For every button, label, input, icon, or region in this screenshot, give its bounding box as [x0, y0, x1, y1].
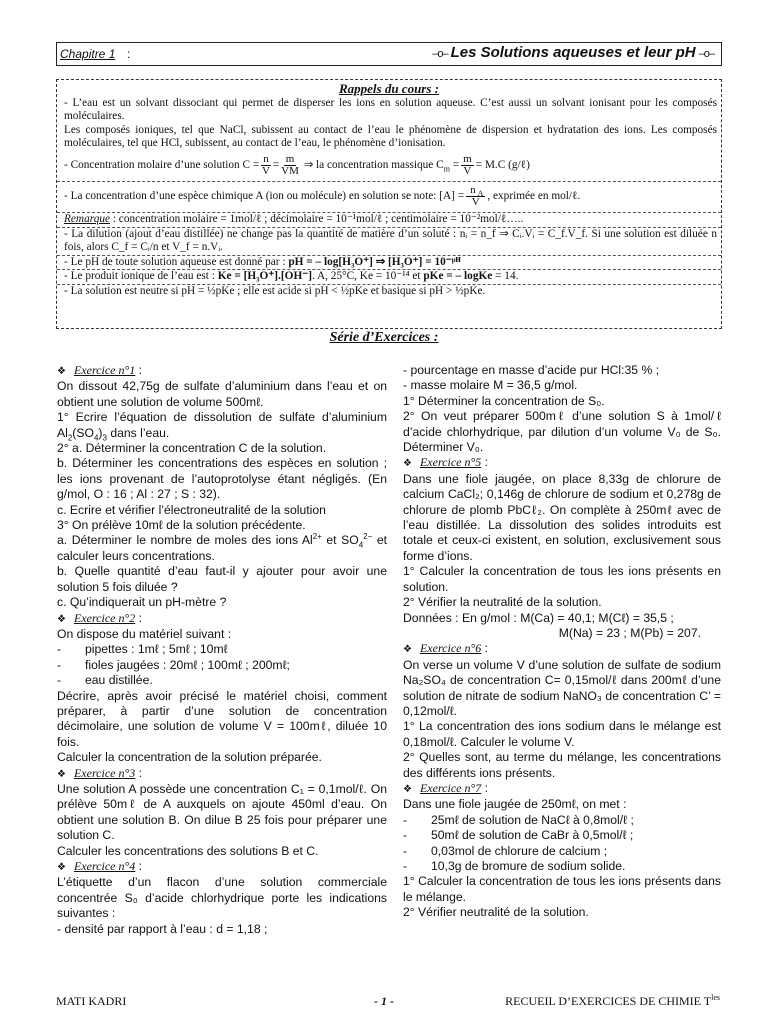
ke-value: . A, 25°C, Ke = 10⁻¹⁴ et: [311, 270, 421, 283]
dash-bullet: -: [57, 642, 62, 657]
fraction-n-v: [261, 154, 271, 177]
chapter-title: [429, 44, 717, 61]
reminder-remarque: [57, 213, 721, 228]
ex2-item: [57, 642, 387, 657]
eq-sign: =: [272, 159, 280, 172]
fraction-na-v: [466, 185, 485, 208]
exercise-title-text: Exercice n°2: [73, 610, 136, 625]
ex7-item: [403, 859, 721, 874]
conc-espece-label: - La concentration d’une espèce chimique A (ion ou molécule) en solution se note: [A] =: [64, 190, 465, 203]
chapter-header: [56, 42, 722, 66]
reminder-concentration-line: [57, 151, 721, 182]
ex4-percent: - pourcentage en masse d’acide pur HCl:35 % ;: [403, 363, 660, 377]
frac-num: m: [285, 153, 295, 166]
ex1-q3: 3° On prélève 10mℓ de la solution précédente.: [57, 518, 306, 533]
exercise-5-title: ❖ Exercice n°5 :: [403, 455, 489, 470]
so4-sub: 4: [358, 540, 364, 550]
q3a-text-3: et calculer leurs concentrations.: [57, 533, 387, 563]
ex1-statement: On dissout 42,75g de sulfate d’aluminium dans l’eau et on obtient une solution de volume 500mℓ.: [57, 379, 387, 409]
frac-num: n: [263, 153, 269, 166]
right-column: [403, 363, 721, 921]
q3a-text-1: a. Déterminer le nombre de moles des ions Al: [57, 533, 313, 548]
ex4-statement: L’étiquette d’un flacon d’une solution commerciale concentrée S₀ d’acide chlorhydrique porte les indications suivantes :: [57, 875, 387, 921]
exercise-title-text: Exercice n°7: [419, 780, 482, 795]
al-charge: 2+: [312, 532, 322, 542]
q3a-text-2: et SO: [321, 533, 359, 548]
ex7-item-text: 0,03mol de chlorure de calcium ;: [431, 843, 608, 858]
chapter-title-text: Les Solutions aqueuses et leur pH: [450, 44, 696, 61]
remarque-label: Remarque: [64, 212, 111, 225]
ke-text: - Le produit ionique de l’eau est :: [64, 270, 215, 283]
cm-tail: = M.C (g/ℓ): [475, 159, 530, 172]
course-reminder-box: [56, 79, 722, 329]
author-name: MATI KADRI: [56, 994, 127, 1008]
exercise-title-text: Exercice n°4: [73, 859, 136, 873]
ex6-q1: 1° La concentration des ions sodium dans le mélange est 0,18mol/ℓ. Calculer le volume V.: [403, 719, 721, 749]
so4-charge: 2−: [363, 532, 373, 542]
left-column: [57, 363, 387, 937]
ex2-item-text: pipettes : 1mℓ ; 5mℓ ; 10mℓ: [85, 642, 228, 657]
series-title: Série d’Exercices :: [329, 330, 439, 345]
diamond-bullet-icon: ❖: [403, 458, 412, 470]
ex4-density: - densité par rapport à l’eau : d = 1,18 ;: [57, 921, 268, 936]
exercise-2-title: ❖ Exercice n°2 :: [57, 610, 143, 625]
conc-molaire-label: - Concentration molaire d’une solution: [64, 159, 240, 172]
diamond-bullet-icon: ❖: [57, 366, 66, 377]
ex2-item-text: eau distillée.: [85, 673, 153, 688]
ex7-item: [403, 813, 721, 828]
page-footer: [56, 994, 720, 1014]
exercise-title-text: Exercice n°5: [419, 455, 482, 470]
reminder-dilution: - La dilution (ajout d’eau distillée) ne change pas la quantité de matière d’un soluté : nᵢ = n_f ⇒ Cᵢ.Vᵢ = C_f.V_f. Si une solution est diluée n fois, alors C_f = Cᵢ/n et V_f = n.Vᵢ.: [57, 228, 721, 256]
sub-4: 4: [93, 433, 99, 443]
reminder-ph: [57, 256, 721, 271]
dash-bullet: -: [403, 843, 408, 858]
ex1-q2c: c. Ecrire et vérifier l’électroneutralité de la solution: [57, 502, 326, 517]
ex6-q2: 2° Quelles sont, au terme du mélange, les concentrations des différents ions présents.: [403, 750, 721, 780]
conc-massique-label: la concentration massique: [315, 159, 434, 172]
ex4-molar-mass: - masse molaire M = 36,5 g/mol.: [403, 378, 578, 393]
dash-bullet: -: [57, 673, 62, 688]
frac-den: VM: [281, 165, 299, 178]
ex1-q3c: c. Qu’indiquerait un pH-mètre ?: [57, 595, 227, 610]
exercise-6-title: ❖ Exercice n°6 :: [403, 641, 489, 656]
ex4-q2: 2° On veut préparer 500mℓ d’une solution S à 1mol/ℓ d’acide chlorhydrique, par dilution d’un volume V₀ de S₀. Déterminer V₀.: [403, 409, 721, 455]
frac-num-letter: n: [470, 184, 476, 197]
reminder-p1: - L’eau est un solvant dissociant qui permet de disperser les ions en solution aqueuse. C’est aussi un solvant ionisant pour les composés moléculaires.: [64, 96, 717, 123]
ex1-q1-b: (SO: [72, 425, 94, 440]
ex1-q2b: b. Déterminer les concentrations des espèces en solution ; les ions provenant de l’autoprotolyse étant négligés. (En g/mol, O : 16 ; Al : 27 ; S : 32).: [57, 456, 387, 502]
ex2-item: [57, 658, 387, 673]
frac-den: V: [262, 165, 270, 178]
ex1-q1: [57, 410, 387, 441]
ex1-q2a: 2° a. Déterminer la concentration C de la solution.: [57, 441, 327, 456]
exercise-7-title: ❖ Exercice n°7 :: [403, 780, 489, 795]
reminder-heading: Rappels du cours :: [338, 81, 440, 96]
exercise-1-title: ❖ Exercice n°1 :: [57, 363, 143, 377]
ex2-intro: On dispose du matériel suivant :: [57, 626, 232, 641]
pke-value: = 14.: [495, 270, 519, 283]
ex1-q1-c: ): [98, 425, 103, 440]
chapter-label: Chapitre 1: [60, 47, 116, 61]
ornament-right: –o–: [698, 48, 714, 60]
frac-den: V: [463, 165, 472, 178]
conc-espece-tail: , exprimée en mol/ℓ.: [487, 190, 581, 203]
reminder-ke: [57, 270, 721, 285]
ex7-intro: Dans une fiole jaugée de 250mℓ, on met :: [403, 797, 627, 812]
ex2-item: [57, 673, 387, 688]
page-number: - 1 -: [374, 994, 394, 1008]
ex7-q1: 1° Calculer la concentration de tous les ions présents dans le mélange.: [403, 874, 721, 904]
frac-num-sub: A: [477, 189, 484, 199]
ornament-left: –o–: [432, 48, 448, 60]
collection-title-sup: les: [711, 993, 720, 1002]
dash-bullet: -: [403, 859, 408, 873]
ph-formula: pH = – log[H₃O⁺] ⇒ [H₃O⁺] = 10⁻ᵖᴴ: [288, 255, 461, 268]
ex1-q3a: [57, 533, 387, 564]
chapter-colon: :: [127, 47, 131, 61]
diamond-bullet-icon: ❖: [57, 862, 66, 873]
reminder-neutre: - La solution est neutre si pH = ½pKe ; elle est acide si pH < ½pKe et basique si pH > ½pKe.: [64, 284, 486, 297]
collection-title: [505, 994, 720, 1009]
exercise-title-text: Exercice n°6: [419, 641, 482, 656]
ex2-item-text: fioles jaugées : 20mℓ ; 100mℓ ; 200mℓ;: [85, 657, 290, 672]
sub-2: 2: [67, 433, 73, 443]
fraction-m-v: [461, 154, 474, 177]
ex7-item-text: 10,3g de bromure de sodium solide.: [431, 859, 626, 873]
ex1-q1-d: dans l’eau.: [106, 425, 170, 440]
diamond-bullet-icon: ❖: [57, 613, 66, 625]
exercise-3-title: ❖ Exercice n°3 :: [57, 765, 143, 780]
ex4-q1: 1° Déterminer la concentration de S₀.: [403, 393, 605, 408]
reminder-espece-line: [57, 182, 721, 213]
dash-bullet: -: [403, 828, 408, 843]
sub-3: 3: [102, 433, 107, 443]
ex7-item: [403, 828, 721, 843]
ex3-question: Calculer les concentrations des solutions B et C.: [57, 843, 319, 858]
ex6-statement: On verse un volume V d’une solution de sulfate de sodium Na₂SO₄ de concentration C= 0,15mol/ℓ dans 200mℓ d’une solution de nitrate de sodium NaNO₃ de concentration C’ = 0,12mol/ℓ.: [403, 657, 721, 718]
c-eq: C =: [242, 159, 260, 172]
pke-formula: pKe = – logKe: [423, 270, 493, 283]
eq-sign: =: [452, 159, 460, 172]
collection-title-text: RECUEIL D’EXERCICES DE CHIMIE T: [505, 994, 712, 1008]
ex5-q1: 1° Calculer la concentration de tous les ions présents en solution.: [403, 564, 721, 594]
diamond-bullet-icon: ❖: [403, 644, 412, 656]
ex7-item-text: 25mℓ de solution de NaCℓ à 0,8mol/ℓ ;: [431, 812, 634, 827]
cm-symbol: [436, 159, 450, 173]
dash-bullet: -: [403, 812, 408, 827]
ex1-q3b: b. Quelle quantité d’eau faut-il y ajouter pour avoir une solution 5 fois diluée ?: [57, 564, 387, 594]
diamond-bullet-icon: ❖: [403, 783, 412, 795]
ke-formula: Ke = [H₃O⁺].[OH⁻]: [217, 270, 312, 283]
dash-bullet: -: [57, 657, 62, 672]
ex2-question: Décrire, après avoir précisé le matériel choisi, comment préparer, à partir d’une solution de concentration décimolaire, une solution de volume V = 100mℓ, diluée 10 fois.: [57, 688, 387, 749]
ex7-q2: 2° Vérifier neutralité de la solution.: [403, 905, 589, 920]
cm-sub: m: [443, 164, 450, 174]
reminder-p2: Les composés ioniques, tel que NaCl, subissent au contact de l’eau le phénomène de dispersion et hydratation des ions. Les composés moléculaires, tel que HCl, subissent, au contact de l’eau, le phénomène d’ionisation.: [64, 123, 717, 150]
remarque-text: : concentration molaire = 1mol/ℓ ; décimolaire = 10⁻¹mol/ℓ ; centimolaire = 10⁻²mol/ℓ…..: [112, 212, 524, 225]
ex5-data: Données : En g/mol : M(Ca) = 40,1; M(Cℓ) = 35,5 ;: [403, 610, 674, 625]
ex5-data-2: M(Na) = 23 ; M(Pb) = 207.: [558, 625, 701, 640]
ph-text: - Le pH de toute solution aqueuse est donné par :: [64, 255, 286, 268]
frac-num: m: [463, 153, 472, 166]
ex1-q1-a: 1° Ecrire l’équation de dissolution de sulfate d’aluminium Al: [57, 410, 387, 440]
ex2-question-2: Calculer la concentration de la solution préparée.: [57, 750, 322, 765]
implies-arrow: ⇒: [303, 159, 314, 172]
cm-letter: C: [436, 159, 444, 172]
diamond-bullet-icon: ❖: [57, 768, 66, 780]
fraction-m-vm: [281, 154, 299, 177]
ex3-statement: Une solution A possède une concentration C₁ = 0,1mol/ℓ. On prélève 50mℓ de A auxquels on ajoute 450ml d’eau. On obtient une solution B. On dilue B 25 fois pour préparer une solution C.: [57, 781, 387, 843]
exercise-title-text: Exercice n°1: [73, 363, 136, 377]
ex7-item-text: 50mℓ de solution de CaBr à 0,5mol/ℓ ;: [431, 828, 634, 843]
ex7-item: [403, 844, 721, 859]
exercise-4-title: ❖ Exercice n°4 :: [57, 859, 143, 873]
ex5-q2: 2° Vérifier la neutralité de la solution.: [403, 595, 602, 610]
frac-den: V: [471, 196, 480, 209]
ex5-statement: Dans une fiole jaugée, on place 8,33g de chlorure de calcium CaCl₂; 0,146g de chlorure de sodium et 0,278g de chlorure de plomb PbCℓ₂. On complète à 250mℓ avec de l’eau distillée. La dissolution des solides introduits est totale et ceux-ci existent, en solution, exclusivement sous forme d’ions.: [403, 471, 721, 563]
exercise-title-text: Exercice n°3: [73, 765, 136, 780]
